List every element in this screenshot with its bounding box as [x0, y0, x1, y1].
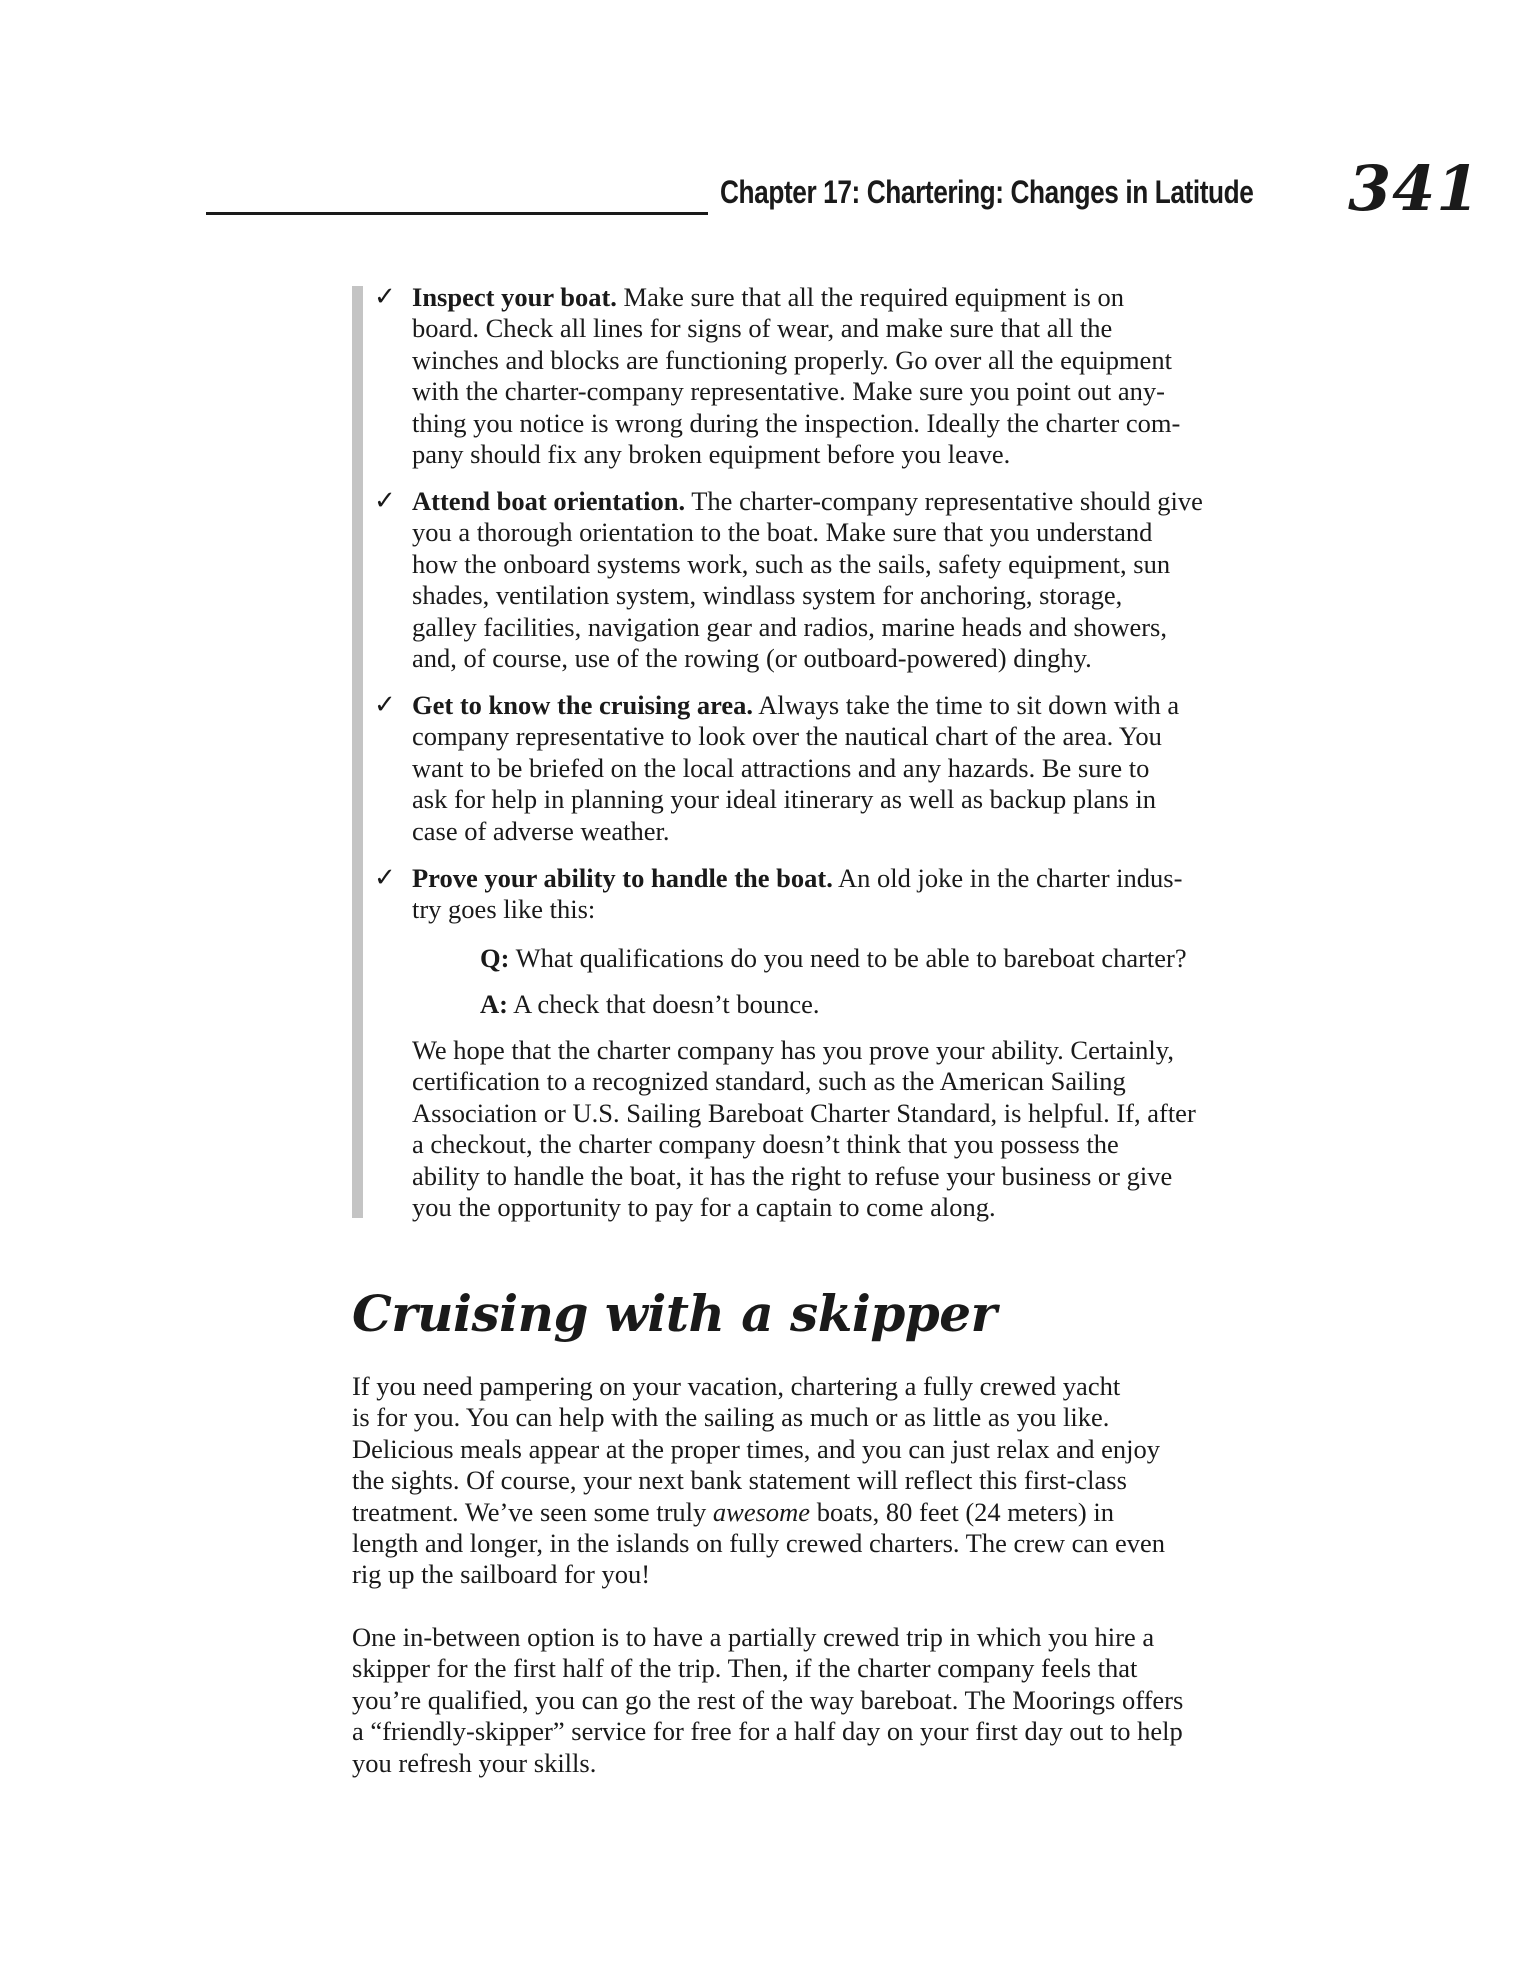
page-number: 341 — [1348, 152, 1481, 225]
bullet-line: pany should fix any broken equipment before you leave. — [412, 439, 1011, 470]
bullet-text: Make sure that all the required equipment is on — [616, 282, 1124, 312]
bullet-text: An old joke in the charter indus- — [832, 863, 1183, 893]
bullet-line: want to be briefed on the local attractions and any hazards. Be sure to — [412, 752, 1150, 783]
bullet-followup-paragraph — [412, 1035, 1312, 1223]
emphasis: awesome — [712, 1496, 811, 1527]
paragraph-line: If you need pampering on your vacation, chartering a fully crewed yacht — [352, 1371, 1121, 1401]
paragraph-line: skipper for the first half of the trip. Then, if the charter company feels that — [352, 1653, 1138, 1684]
bullet-heading: Attend boat orientation. — [412, 486, 686, 516]
bullet-heading: Inspect your boat. — [412, 282, 617, 312]
check-mark-icon: ✓ — [374, 863, 396, 893]
paragraph-line: One in-between option is to have a partially crewed trip in which you hire a — [352, 1622, 1155, 1652]
section-paragraph-2 — [352, 1622, 1312, 1779]
bullet-boat-orientation — [412, 486, 1312, 674]
bullet-line: try goes like this: — [412, 894, 596, 925]
paragraph-line: you’re qualified, you can go the rest of the way bareboat. The Moorings offers — [352, 1684, 1184, 1715]
bullet-line: winches and blocks are functioning properly. Go over all the equipment — [412, 344, 1172, 375]
question-text: What qualifications do you need to be able to bareboat charter? — [509, 943, 1187, 973]
answer-text: A check that doesn’t bounce. — [507, 989, 820, 1019]
paragraph-line: ability to handle the boat, it has the right to refuse your business or give — [412, 1160, 1173, 1191]
header-rule — [206, 212, 708, 215]
paragraph-line: a checkout, the charter company doesn’t think that you possess the — [412, 1129, 1119, 1160]
bullet-line: board. Check all lines for signs of wear, and make sure that all the — [412, 313, 1113, 344]
joke-question — [480, 943, 1320, 974]
check-mark-icon: ✓ — [374, 282, 396, 312]
question-label: Q: — [480, 943, 510, 973]
paragraph-line: Association or U.S. Sailing Bareboat Charter Standard, is helpful. If, after — [412, 1097, 1196, 1128]
bullet-cruising-area — [412, 690, 1312, 847]
paragraph-line: We hope that the charter company has you prove your ability. Certainly, — [412, 1035, 1174, 1065]
bullet-line: company representative to look over the nautical chart of the area. You — [412, 721, 1162, 752]
section-heading: Cruising with a skipper — [352, 1284, 997, 1343]
bullet-line: galley facilities, navigation gear and radios, marine heads and showers, — [412, 611, 1167, 642]
check-mark-icon: ✓ — [374, 690, 396, 720]
bullet-line: shades, ventilation system, windlass system for anchoring, storage, — [412, 580, 1123, 611]
running-head-chapter: Chapter 17: Chartering: Changes in Latitude — [720, 174, 1254, 210]
text-run: boats, 80 feet (24 meters) in — [810, 1496, 1114, 1527]
text-run: treatment. We’ve seen some truly — [352, 1496, 713, 1527]
bullet-line: thing you notice is wrong during the inspection. Ideally the charter com- — [412, 407, 1181, 438]
paragraph-line: you refresh your skills. — [352, 1747, 597, 1778]
bullet-text: Always take the time to sit down with a — [753, 690, 1180, 720]
bullet-line: and, of course, use of the rowing (or outboard-powered) dinghy. — [412, 643, 1092, 674]
bullet-line: ask for help in planning your ideal itinerary as well as backup plans in — [412, 784, 1157, 815]
answer-label: A: — [480, 989, 508, 1019]
paragraph-line: is for you. You can help with the sailing as much or as little as you like. — [352, 1402, 1110, 1433]
paragraph-line: Delicious meals appear at the proper times, and you can just relax and enjoy — [352, 1433, 1160, 1464]
sidebar-bar — [352, 286, 363, 1218]
paragraph-line: rig up the sailboard for you! — [352, 1559, 651, 1590]
paragraph-line: length and longer, in the islands on fully crewed charters. The crew can even — [352, 1528, 1166, 1559]
bullet-line: how the onboard systems work, such as the sails, safety equipment, sun — [412, 548, 1171, 579]
paragraph-line — [352, 1497, 1312, 1528]
paragraph-line: a “friendly-skipper” service for free for a half day on your first day out to help — [352, 1716, 1183, 1747]
paragraph-line: the sights. Of course, your next bank statement will reflect this first-class — [352, 1465, 1127, 1496]
bullet-line: you a thorough orientation to the boat. Make sure that you understand — [412, 517, 1153, 548]
bullet-line: case of adverse weather. — [412, 815, 670, 846]
joke-answer — [480, 989, 1320, 1020]
section-paragraph-1 — [352, 1371, 1312, 1591]
bullet-prove-ability — [412, 863, 1312, 926]
paragraph-line: you the opportunity to pay for a captain to come along. — [412, 1192, 996, 1223]
bullet-line: with the charter-company representative. Make sure you point out any- — [412, 376, 1165, 407]
check-mark-icon: ✓ — [374, 486, 396, 516]
bullet-heading: Get to know the cruising area. — [412, 690, 754, 720]
paragraph-line: certification to a recognized standard, such as the American Sailing — [412, 1066, 1126, 1097]
bullet-inspect-boat — [412, 282, 1312, 470]
bullet-text: The charter-company representative should give — [685, 486, 1203, 516]
bullet-heading: Prove your ability to handle the boat. — [412, 863, 833, 893]
